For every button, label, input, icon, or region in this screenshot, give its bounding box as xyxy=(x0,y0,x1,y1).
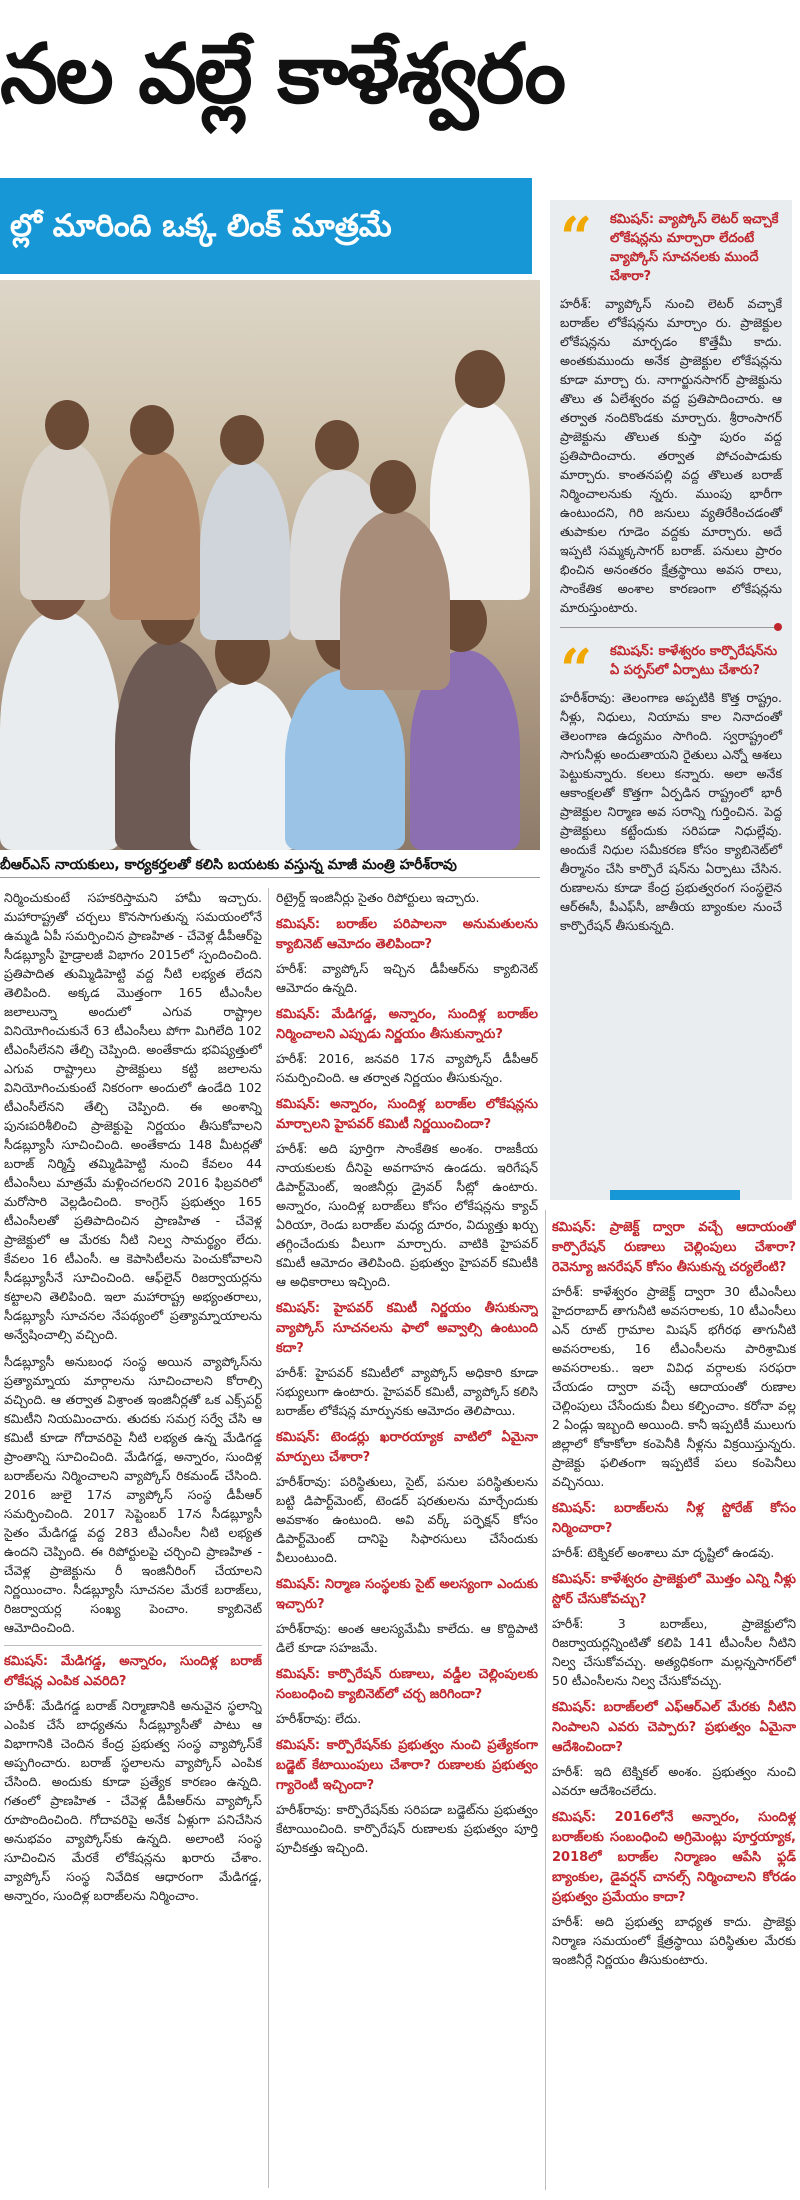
paragraph: నిర్మించుకుంటే సహకరిస్తామని హామీ ఇచ్చారు. మహారాష్ట్రతో చర్చలు కొనసాగుతున్న సమయంలోనే ఉమ్మడి ఏపీ సమర్పించిన ప్రాణహిత - చేవెళ్ల డీపీఆర్‌పై సీడబ్ల్యూసీ హైడ్రాలజీ విభాగం 2015లో స్పందించింది. ప్రతిపాదిత తుమ్మిడిహెట్టి వద్ద నీటి లభ్యత లేదని తెలిపింది. అక్కడ మొత్తంగా 165 టీఎంసీల జలాలున్నా అందులో ఎగువ రాష్ట్రాల వినియోగించుకునే 63 టీఎంసీలు పోగా మిగిలేది 102 టీఎంసీలేనని తేల్చి చెప్పింది. అంతేకాదు భవిష్యత్తులో ఎగువ రాష్ట్రాలు ప్రాజెక్టులు కట్టి జలాలను వినియోగించుకుంటే నికరంగా అందులో ఉండేది 102 టీఎంసీలేనని తేల్చి చెప్పింది. ఈ అంశాన్ని పునఃపరిశీలించి ప్రాజెక్టుపై నిర్ణయం తీసుకోవాలని సీడబ్ల్యూసీ సూచించింది. అంతేకాదు 148 మీటర్లతో బరాజ్ నిర్మిస్తే తమ్మిడిహెట్టి నుంచి కేవలం 44 టీఎంసీలు మాత్రమే మళ్లించగలరని 2016 ఫిబ్రవరిలో మరోసారి వెల్లడించింది. కాంగ్రెస్ ప్రభుత్వం 165 టీఎంసీలతో ప్రతిపాదించిన ప్రాణహిత - చేవెళ్ల ప్రాజెక్టులో ఆ మేరకు నీటి నిల్వ సామర్థ్యం లేదు. కేవలం 16 టీఎంసీ. ఆ కెపాసిటీలను పెంచుకోవాలని సీడబ్ల్యూసీనే సూచించింది. ఆఫ్‌లైన్ రిజర్వాయర్లను కట్టాలని తెలిపింది. ఇలా మహారాష్ట్ర అభ్యంతరాలు, సీడబ్ల్యూసీ సూచనల నేపథ్యంలో ప్రత్యామ్నాయాలను అన్వేషించాల్సి వచ్చింది. xyxy=(4,890,262,1342)
question: కమిషన్: మేడిగడ్డ, అన్నారం, సుందిళ్ల బరాజ్ లోకేషన్ల ఎంపిక ఎవరిది? xyxy=(4,1654,262,1689)
answer: హరీశ్‌రావు: పరిస్థితులు, సైట్, పనుల పరిస్థితులను బట్టి డిపార్ట్‌మెంట్, టెండర్ షరతులను మార్చేందుకు అవకాశం ఉంటుంది. అవి వర్క్ పర్ఫెక్షన్ కోసం డిపార్ట్‌మెంట్ దానిపై సిఫారసులు చేసేందుకు వీలుంటుంది. xyxy=(276,1474,538,1565)
subhead-banner: ల్లో మారింది ఒక్క లింక్ మాత్రమే xyxy=(0,178,532,274)
question: కమిషన్: బరాజ్‌ల పరిపాలనా అనుమతులను క్యాబినెట్ ఆమోదం తెలిపిందా? xyxy=(276,917,538,952)
answer: హరీశ్: వ్యాప్కోస్ ఇచ్చిన డీపీఆర్‌ను క్యాబినెట్ ఆమోదం ఉన్నది. xyxy=(276,961,538,995)
question: కమిషన్: మేడిగడ్డ, అన్నారం, సుందిళ్ల బరాజ్‌ల నిర్మించాలని ఎప్పుడు నిర్ణయం తీసుకున్నారు? xyxy=(276,1007,538,1042)
quote-icon: “ xyxy=(560,205,593,271)
question: కమిషన్: టెండర్లు ఖరారయ్యాక వాటిలో ఏమైనా మార్పులు చేశారా? xyxy=(276,1430,538,1465)
sidebar-question-1: “ కమిషన్: వ్యాప్కోస్ లెటర్ ఇచ్చాకే లోకేషన్లను మార్చారా లేదంటే వ్యాప్కోస్ సూచనలకు ముందే చేశారా? xyxy=(560,205,779,284)
article-column-1 xyxy=(4,888,262,2198)
answer: హరీశ్: 2016, జనవరి 17న వ్యాప్కోస్ డీపీఆర్ సమర్పించింది. ఆ తర్వాత నిర్ణయం తీసుకున్నం. xyxy=(276,1051,538,1085)
answer: హరీశ్: 3 బరాజ్‌లు, ప్రాజెక్టులోని రిజర్వాయర్లన్నింటితో కలిపి 141 టీఎంసీల నీటిని నిల్వ చేసుకోవచ్చు. అత్యధికంగా మల్లన్నసాగర్‌లో 50 టీఎంసీలను నిల్వ చేసుకోవచ్చు. xyxy=(552,1616,796,1688)
question: కమిషన్: కాళేశ్వరం ప్రాజెక్టులో మొత్తం ఎన్ని నీళ్లు స్టోర్ చేసుకోవచ్చు? xyxy=(552,1572,796,1607)
answer: హరీశ్: ఇది టెక్నికల్ అంశం. ప్రభుత్వం నుంచి ఎవరూ ఆదేశించలేదు. xyxy=(552,1764,796,1798)
answer: హరీశ్: హైపవర్ కమిటీలో వ్యాప్కోస్ అధికారి కూడా సభ్యులుగా ఉంటారు. హైపవర్ కమిటీ, వ్యాప్కోస్ కలిసి బరాజ్‌ల లోకేషన్ల మార్పునకు ఆమోదం తెలిపాయి. xyxy=(276,1365,538,1418)
sidebar-bottom-bar xyxy=(610,1190,740,1200)
sidebar-answer-1: హరీశ్: వ్యాప్కోస్ నుంచి లెటర్ వచ్చాకే బరాజ్‌ల లోకేషన్లను మార్చాం రు. ప్రాజెక్టుల లోకేషన్లను మార్చడం కొత్తేమీ కాదు. అంతకుముందు అనేక ప్రాజెక్టుల లోకేషన్లను కూడా మార్చా రు. నాగార్జునసాగర్ ప్రాజెక్టును తొలు త ఏలేశ్వరం వద్ద ప్రతిపాదించారు. ఆ తర్వాత నందికొండకు మార్చారు. శ్రీరాంసాగర్ ప్రాజెక్టును తొలుత కుస్తా పురం వద్ద ప్రతిపాదించారు. తర్వాత పోచంపాడుకు మార్చారు. కాంతనపల్లి వద్ద తొలుత బరాజ్ నిర్మించాలనుకు న్నరు. ముంపు భారీగా ఉంటుందని, గిరి జనులు వ్యతిరేకించడంతో తుపాకుల గూడెం వద్దకు మార్చారు. అదే ఇప్పటి సమ్మక్కసాగర్ బరాజ్. పనులు ప్రారం భించిన అనంతరం క్షేత్రస్థాయి అవస రాలు, సాంకేతిక అంశాల కారణంగా లోకేషన్లను మారుస్తుంటారు. xyxy=(560,296,782,615)
answer: హరీశ్: మేడిగడ్డ బరాజ్ నిర్మాణానికి అనువైన స్థలాన్ని ఎంపిక చేసే బాధ్యతను సీడబ్ల్యూసీతో పాటు ఆ విభాగానికి చెందిన కేంద్ర ప్రభుత్వ సంస్థ వ్యాప్కోస్‌కే అప్పగించారు. బరాజ్ స్థలాలను వ్యాప్కోస్ ఎంపిక చేసింది. అందుకు కూడా ప్రత్యేక కారణం ఉన్నది. గతంలో ప్రాణహిత - చేవెళ్ల డీపీఆర్‌ను వ్యాప్కోస్ రూపొందించింది. గోదావరిపై అనేక ఏళ్లుగా పనిచేసిన అనుభవం వ్యాప్కోస్‌కు ఉన్నది. అలాంటి సంస్థ సూచించిన మేరకే లోకేషన్లను ఖరారు చేశాం. వ్యాప్కోస్ సంస్థ నివేదిక ఆధారంగా మేడిగడ్డ, అన్నారం, సుందిళ్ల బరాజ్‌లను నిర్మించాం. xyxy=(4,1698,262,1903)
question: కమిషన్: కార్పొరేషన్‌కు ప్రభుత్వం నుంచి ప్రత్యేకంగా బడ్జెట్ కేటాయింపులు చేశారా? రుణాలకు ప్రభుత్వం గ్యారెంటీ ఇచ్చిందా? xyxy=(276,1738,538,1793)
answer: హరీశ్: అది ప్రభుత్వ బాధ్యత కాదు. ప్రాజెక్టు నిర్మాణ సమయంలో క్షేత్రస్థాయి పరిస్థితుల మేరకు ఇంజినీర్లే నిర్ణయం తీసుకుంటారు. xyxy=(552,1914,796,1967)
question: కమిషన్: అన్నారం, సుందిళ్ల బరాజ్‌ల లోకేషన్లను మార్చాలని హైపవర్ కమిటీ నిర్ణయించిందా? xyxy=(276,1097,538,1132)
sidebar-answer-2: హరీశ్‌రావు: తెలంగాణ అప్పటికి కొత్త రాష్ట్రం. నీళ్లు, నిధులు, నియామ కాల నినాదంతో తెలంగాణ ఉద్యమం సాగింది. స్వరాష్ట్రంలో సాగునీళ్లు అందుతాయని రైతులు ఎన్నో ఆశలు పెట్టుకున్నారు. కలలు కన్నారు. అలా అనేక ఆకాంక్షలతో కొత్తగా ఏర్పడిన రాష్ట్రంలో భారీ ప్రాజెక్టుల నిర్మాణ అవ సరాన్ని గుర్తించిన. పెద్ద ప్రాజెక్టులు కట్టేందుకు సరిపడా నిధుల్లేవు. అందుకే నిధుల సమీకరణ కోసం క్యాబినెట్‌లో తీర్మానం చేసి కార్పొరే షన్‌ను ఏర్పాటు చేసిన. రుణాలను కూడా కేంద్ర ప్రభుత్వరంగ సంస్థలైన ఆర్ఈసీ, పీఎఫ్‌సీ, జాతీయ బ్యాంకుల నుంచే కార్పొరేషన్ తీసుకున్నది. xyxy=(560,690,782,933)
answer: హరీశ్‌రావు: అంత ఆలస్యమేమీ కాలేదు. ఆ కొద్దిపాటి డిలే కూడా సహజమే. xyxy=(276,1621,538,1655)
sidebar-qa-box xyxy=(550,200,792,1200)
column-divider xyxy=(268,888,269,2188)
sidebar-divider xyxy=(560,627,782,628)
question: కమిషన్: బరాజ్‌లను నీళ్ల స్టోరేజ్ కోసం నిర్మించారా? xyxy=(552,1501,796,1536)
sidebar-question-2: “ కమిషన్: కాళేశ్వరం కార్పొరేషన్‌ను ఏ పర్పస్‌లో ఏర్పాటు చేశారు? xyxy=(560,637,778,703)
article-column-3 xyxy=(552,1212,796,2198)
question: కమిషన్: హైపవర్ కమిటీ నిర్ణయం తీసుకున్నా వ్యాప్కోస్ సూచనలను ఫాలో అవ్వాల్సి ఉంటుంది కదా? xyxy=(276,1301,538,1356)
answer: హరీశ్: అది పూర్తిగా సాంకేతిక అంశం. రాజకీయ నాయకులకు దీనిపై అవగాహన ఉండదు. ఇరిగేషన్ డిపార్ట్‌మెంట్, ఇంజినీర్లు డ్రైవర్ సీట్లో ఉంటారు. అన్నారం, సుందిళ్ల బరాజ్‌లు కోసం లోకేషన్లను క్యాచ్ ఏరియా, రెండు బరాజ్‌ల మధ్య దూరం, విద్యుత్తు ఖర్చు తగ్గించేందుకు వీలుగా మార్చారు. వాటికి హైపవర్ కమిటీ ఆమోదం తెలిపింది. ప్రభుత్వం హైపవర్ కమిటీకి ఆ అధికారాలు ఇచ్చింది. xyxy=(276,1141,538,1289)
question: కమిషన్: కార్పొరేషన్ రుణాలు, వడ్డీల చెల్లింపులకు సంబంధించి క్యాబినెట్‌లో చర్చ జరిగిందా? xyxy=(276,1667,538,1702)
article-column-2 xyxy=(276,888,538,2198)
headline: నల వల్లే కాళేశ్వరం xyxy=(0,27,565,122)
paragraph: రిట్రైర్డ్ ఇంజినీర్లు సైతం రిపోర్టులు ఇచ్చారు. xyxy=(276,890,480,905)
answer: హరీశ్: కాళేశ్వరం ప్రాజెక్ట్ ద్వారా 30 టీఎంసీలు హైదరాబాద్ తాగునీటి అవసరాలకు, 10 టీఎంసీలు ఎన్ రూట్ గ్రామాల మిషన్ భగీరథ తాగునీటి అవసరాలకు, 16 టీఎంసీలను పారిశ్రామిక అవసరాలకు.. ఇలా వివిధ వర్గాలకు సరఫరా చేయడం ద్వారా వచ్చే ఆదాయంతో రుణాల చెల్లింపులు చేసేందుకు వీలు కల్పించాం. కరోనా వల్ల 2 ఏండ్లు ఇబ్బంది అయింది. కానీ ఇప్పటికీ ములుగు జిల్లాలో కోకాకోలా కంపెనీకి నీళ్లను విక్రయిస్తున్నరు. ప్రాజెక్టు ఫలితంగా ఇప్పటికే పలు కంపెనీలు వచ్చినయి. xyxy=(552,1284,796,1489)
question: కమిషన్: నిర్మాణ సంస్థలకు సైట్ అలస్యంగా ఎందుకు ఇచ్చారు? xyxy=(276,1577,538,1612)
paragraph: సీడబ్ల్యూసీ అనుబంధ సంస్థ అయిన వ్యాప్కోస్‌ను ప్రత్యామ్నాయ మార్గాలను సూచించాలని కోరాల్సి వచ్చింది. ఆ తర్వాత విశ్రాంత ఇంజినీర్లతో ఒక ఎక్స్‌పర్ట్ కమిటీని నియమించారు. తుదకు సమగ్ర సర్వే చేసి ఆ కమిటీ కూడా గోదావరిపై నీటి లభ్యత ఉన్న మేడిగడ్డ ప్రాంతాన్ని సూచించింది. మేడిగడ్డ, అన్నారం, సుందిళ్ల బరాజ్‌లను నిర్మించాలని వ్యాప్కోస్ రికమండ్ చేసింది. 2016 జులై 17న వ్యాప్కోస్ సంస్థ డీపీఆర్ సమర్పించింది. 2017 సెప్టెంబర్ 17న సీడబ్ల్యూసీ సైతం మేడిగడ్డ వద్ద 283 టీఎంసీల నీటి లభ్యత ఉందని చెప్పింది. ఈ రిపోర్టులపై చర్చించి ప్రాణహిత - చేవెళ్ల ప్రాజెక్టును రీ ఇంజినీరింగ్ చేయాలని నిర్ణయించాం. సీడబ్ల్యూసీ సూచనల మేరకే బరాజ్‌లు, రిజర్వాయర్ల సంఖ్య పెంచాం. క్యాబినెట్ ఆమోదించింది. xyxy=(4,1354,262,1635)
answer: హరీశ్: టెక్నికల్ అంశాలు మా దృష్టిలో ఉండవు. xyxy=(552,1545,775,1560)
column-divider xyxy=(545,1210,546,2190)
question: కమిషన్: ప్రాజెక్ట్ ద్వారా వచ్చే ఆదాయంతో కార్పొరేషన్ రుణాలు చెల్లింపులు చేశారా? రెవెన్యూ జనరేషన్ కోసం తీసుకున్న చర్యలేంటి? xyxy=(552,1220,796,1275)
question: కమిషన్: బరాజ్‌లలో ఎఫ్ఆర్ఎల్ మేరకు నీటిని నింపాలని ఎవరు చెప్పారు? ప్రభుత్వం ఏమైనా ఆదేశించిందా? xyxy=(552,1700,796,1755)
question: కమిషన్: 2016లోనే అన్నారం, సుందిళ్ల బరాజ్‌లకు సంబంధించి అగ్రిమెంట్లు పూర్తయ్యాక, 2018లో బరాజ్‌ల నిర్మాణం ఆపేసి ఫ్లడ్ బ్యాంకుల, డైవర్షన్ చానల్స్ నిర్మించాలని కోరడం ప్రభుత్వం ప్రమేయం కాదా? xyxy=(552,1810,796,1905)
answer: హరీశ్‌రావు: కార్పొరేషన్‌కు సరిపడా బడ్జెట్‌ను ప్రభుత్వం కేటాయించింది. కార్పొరేషన్ రుణాలకు ప్రభుత్వం పూర్తి పూచీకత్తు ఇచ్చింది. xyxy=(276,1802,538,1855)
quote-icon: “ xyxy=(560,637,593,703)
answer: హరీశ్‌రావు: లేదు. xyxy=(276,1711,362,1726)
news-photo xyxy=(0,280,540,850)
photo-caption: బీఆర్ఎస్ నాయకులు, కార్యకర్తలతో కలిసి బయటకు వస్తున్న మాజీ మంత్రి హరీశ్‌రావు xyxy=(0,852,540,878)
